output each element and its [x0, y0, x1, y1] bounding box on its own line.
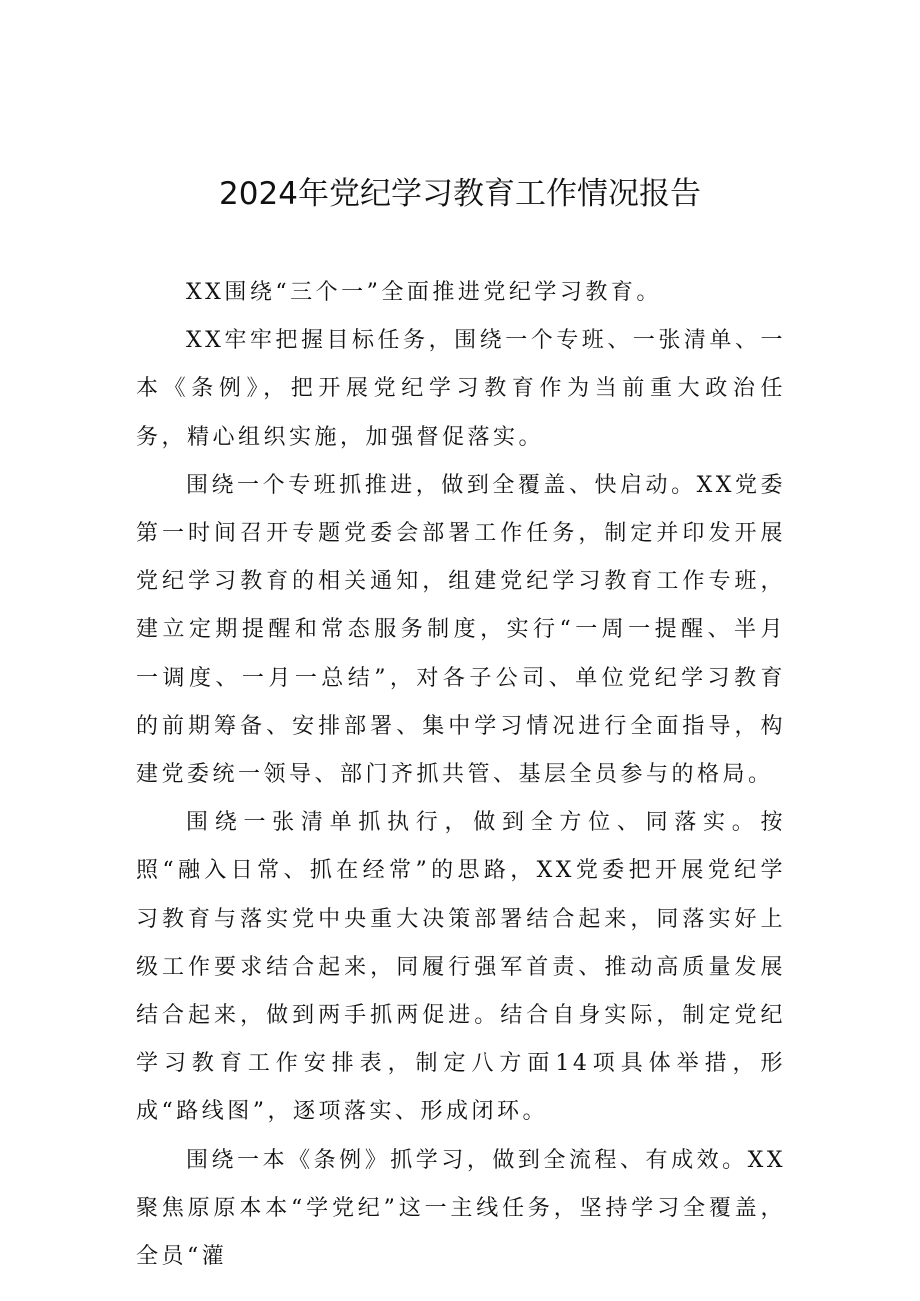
paragraph-checklist: 围绕一张清单抓执行，做到全方位、同落实。按照“融入日常、抓在经常”的思路，XX党委把开展党纪学习教育与落实党中央重大决策部署结合起来，同落实好上级工作要求结合起来，同履行强军首责、推动高质量发展结合起来，做到两手抓两促进。结合自身实际，制定党纪学习教育工作安排表，制定八方面14项具体举措，形成“路线图”，逐项落实、形成闭环。: [136, 810, 786, 1125]
document-title: 2024年党纪学习教育工作情况报告: [219, 176, 701, 212]
paragraph-summary: XX围绕“三个一”全面推进党纪学习教育。: [186, 280, 662, 305]
paragraph-overview: XX牢牢把握目标任务，围绕一个专班、一张清单、一本《条例》，把开展党纪学习教育作为当前重大政治任务，精心组织实施，加强督促落实。: [136, 328, 786, 450]
paragraph-task-force: 围绕一个专班抓推进，做到全覆盖、快启动。XX党委第一时间召开专题党委会部署工作任务，制定并印发开展党纪学习教育的相关通知，组建党纪学习教育工作专班，建立定期提醒和常态服务制度，实行“一周一提醒、半月一调度、一月一总结”，对各子公司、单位党纪学习教育的前期筹备、安排部署、集中学习情况进行全面指导，构建党委统一领导、部门齐抓共管、基层全员参与的格局。: [136, 472, 786, 788]
paragraph-regulations: 围绕一本《条例》抓学习，做到全流程、有成效。XX聚焦原原本本“学党纪”这一主线任务，坚持学习全覆盖，全员“灌: [136, 1147, 786, 1270]
document-body: [136, 269, 786, 1281]
